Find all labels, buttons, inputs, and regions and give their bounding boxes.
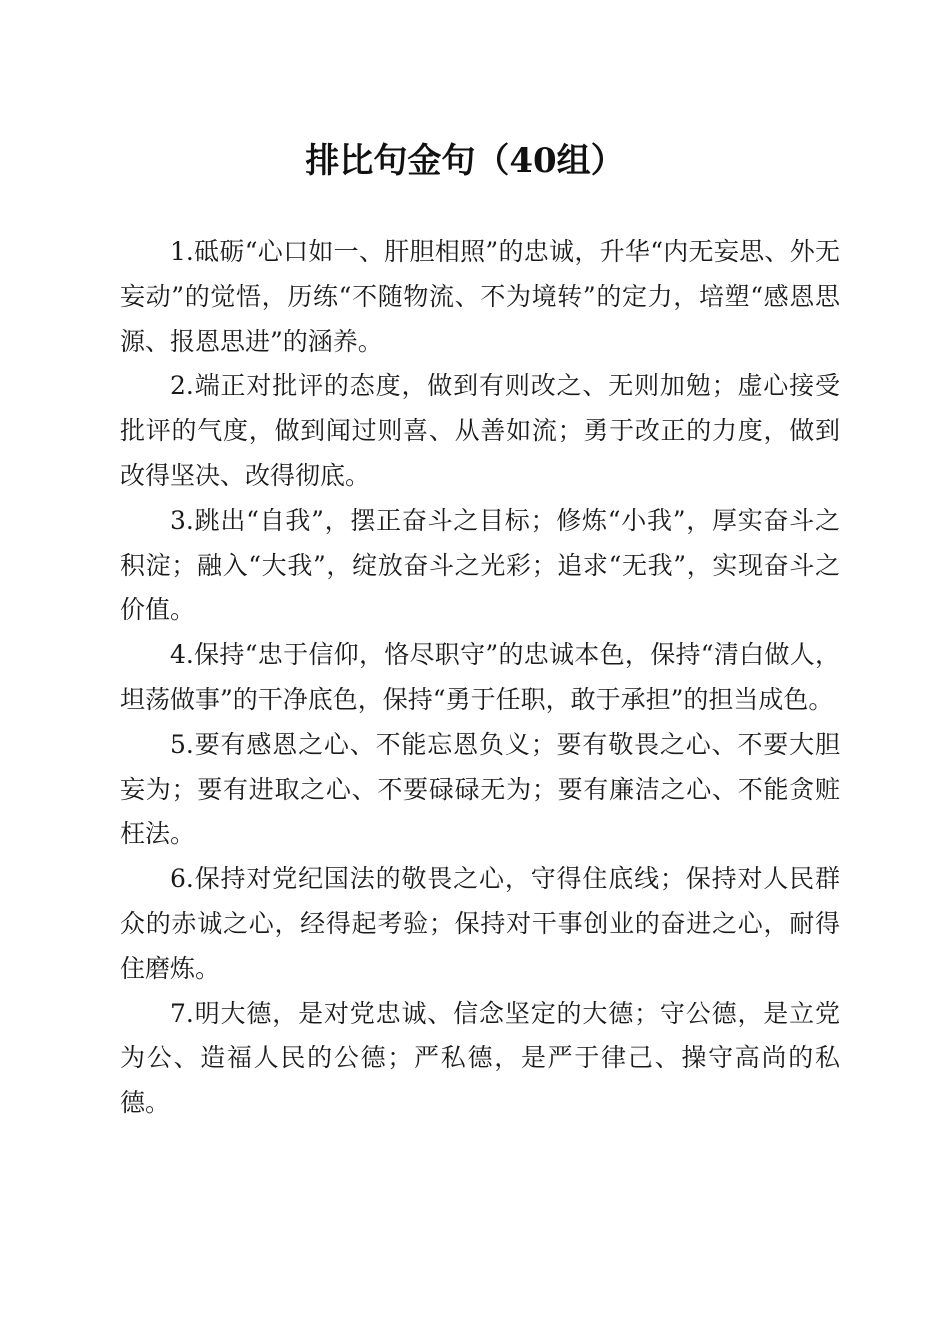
paragraph-4: 4.保持“忠于信仰，恪尽职守”的忠诚本色，保持“清白做人，坦荡做事”的干净底色，保持“勇于任职，敢于承担”的担当成色。 <box>120 640 840 714</box>
paragraph-3: 3.跳出“自我”，摆正奋斗之目标；修炼“小我”，厚实奋斗之积淀；融入“大我”，绽放奋斗之光彩；追求“无我”，实现奋斗之价值。 <box>120 505 840 625</box>
document-title: 排比句金句（40组） <box>305 141 625 181</box>
paragraph-7: 7.明大德，是对党忠诚、信念坚定的大德；守公德，是立党为公、造福人民的公德；严私德，是严于律己、操守高尚的私德。 <box>120 998 840 1118</box>
document-body <box>120 230 840 1126</box>
paragraph-6: 6.保持对党纪国法的敬畏之心，守得住底线；保持对人民群众的赤诚之心，经得起考验；保持对干事创业的奋进之心，耐得住磨炼。 <box>120 864 840 983</box>
paragraph-1: 1.砥砺“心口如一、肝胆相照”的忠诚，升华“内无妄思、外无妄动”的觉悟，历练“不随物流、不为境转”的定力，培塑“感恩思源、报恩思进”的涵养。 <box>120 237 840 356</box>
paragraph-2: 2.端正对批评的态度，做到有则改之、无则加勉；虚心接受批评的气度，做到闻过则喜、从善如流；勇于改正的力度，做到改得坚决、改得彻底。 <box>120 371 840 490</box>
paragraph-5: 5.要有感恩之心、不能忘恩负义；要有敬畏之心、不要大胆妄为；要有进取之心、不要碌碌无为；要有廉洁之心、不能贪赃枉法。 <box>120 729 840 849</box>
